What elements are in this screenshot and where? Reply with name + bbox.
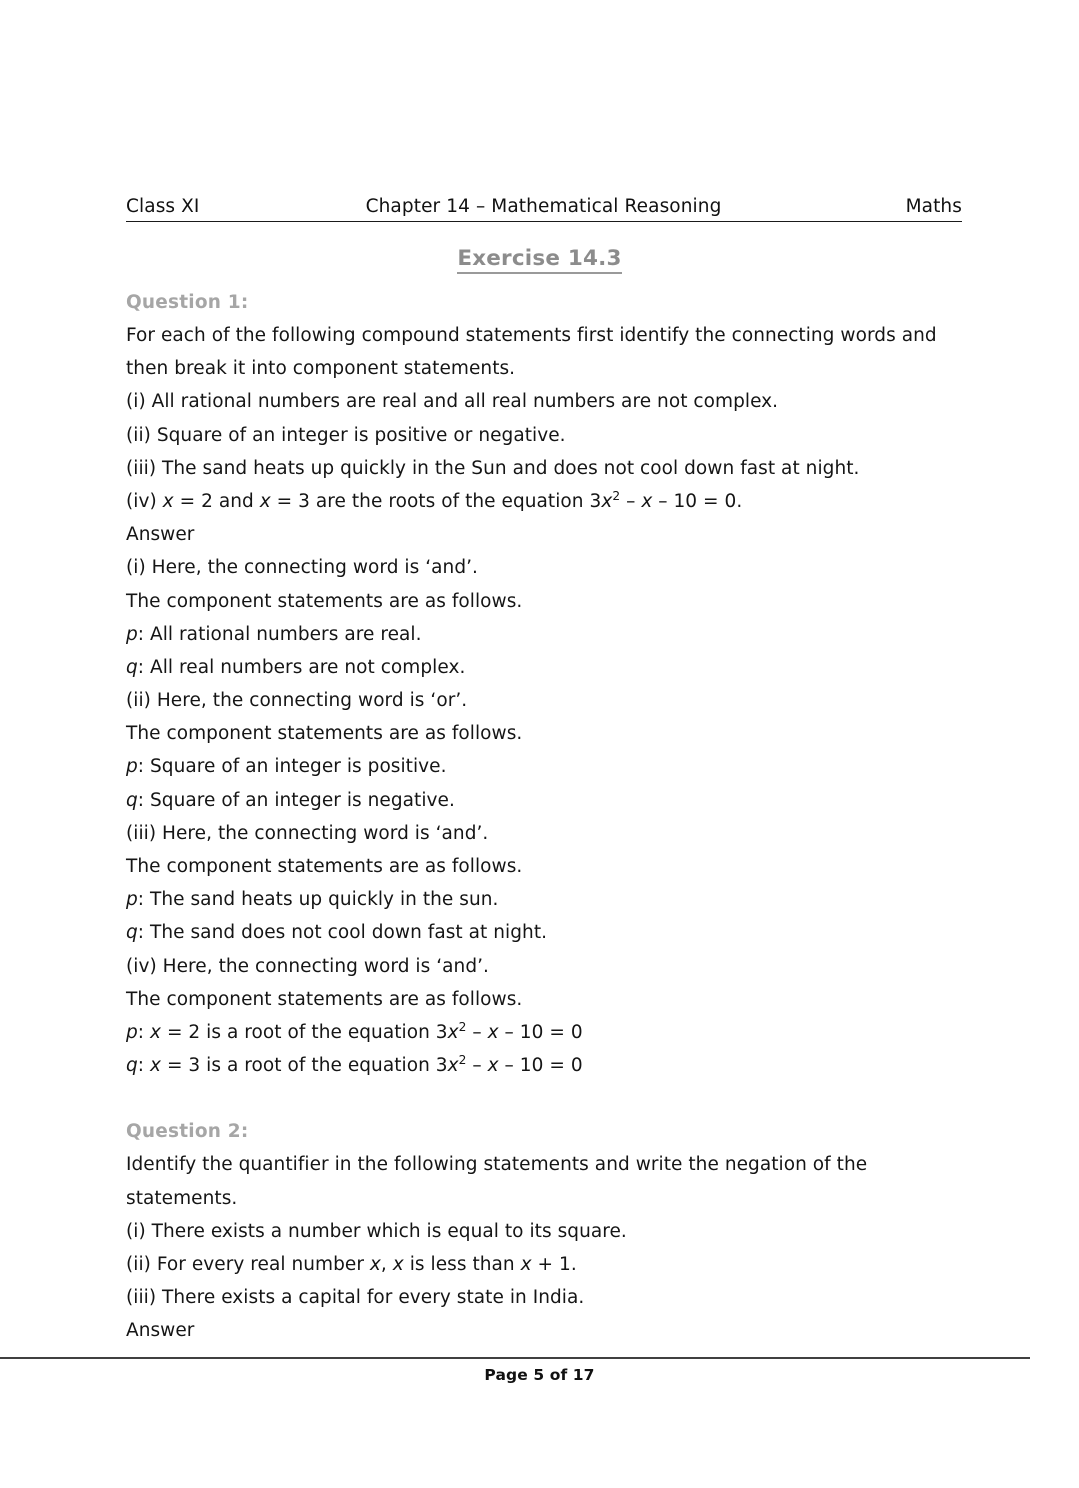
item-iv-mid-1: = 2 and — [173, 490, 260, 512]
answer-part-i-p — [126, 618, 966, 651]
item-iv-prefix: (iv) — [126, 490, 163, 512]
question-1-item-i: (i) All rational numbers are real and all real numbers are not complex. — [126, 391, 779, 413]
answer-part-iii-component: The component statements are as follows. — [126, 856, 523, 877]
equation-p-dash: – — [466, 1021, 488, 1043]
item-iv-end: – 10 = 0. — [652, 490, 743, 512]
statement-q-label: q — [126, 922, 138, 944]
header-class-label: Class XI — [126, 196, 200, 217]
question-1-item-ii: (ii) Square of an integer is positive or negative. — [126, 424, 566, 446]
statement-q-label: q — [126, 656, 138, 678]
statement-q-text: : Square of an integer is negative. — [137, 789, 455, 811]
question-1-prompt-line-2: then break it into component statements. — [126, 358, 516, 380]
question-2-item-ii — [126, 1248, 966, 1281]
item-iv-var-2: x — [259, 490, 271, 512]
section-spacer — [126, 1082, 966, 1115]
statement-q-label: q — [126, 1055, 138, 1077]
answer-part-iv-q-equation — [126, 1049, 966, 1082]
equation-p-exponent: 2 — [458, 1019, 467, 1034]
question-1-item-iv — [126, 485, 966, 518]
statement-p-label: p — [126, 623, 138, 645]
answer-part-iv-p-equation — [126, 1016, 966, 1049]
statement-q-text: : The sand does not cool down fast at night. — [137, 922, 548, 944]
item-iv-var-1: x — [162, 490, 174, 512]
statement-q-label: q — [126, 789, 138, 811]
footer-rule — [0, 1357, 1030, 1359]
equation-q-end: – 10 = 0 — [498, 1055, 583, 1077]
footer-page-number: Page 5 of 17 — [484, 1366, 595, 1384]
answer-part-ii-q — [126, 784, 966, 817]
equation-p-var-3: x — [487, 1021, 499, 1043]
item-ii-mid-1: , — [380, 1253, 393, 1275]
answer-part-iv-component: The component statements are as follows. — [126, 988, 523, 1010]
question-1-item-iii: (iii) The sand heats up quickly in the Sun and does not cool down fast at night. — [126, 457, 860, 479]
item-iv-var-3: x — [601, 490, 613, 512]
item-ii-var-1: x — [369, 1253, 381, 1275]
equation-q-var-2: x — [447, 1055, 459, 1077]
question-1-heading: Question 1: — [126, 292, 249, 313]
question-1-answer-label: Answer — [126, 524, 195, 546]
statement-p-text: : All rational numbers are real. — [137, 623, 422, 645]
question-2-prompt-line-2: statements. — [126, 1187, 238, 1209]
document-body — [126, 286, 966, 1347]
question-2-heading: Question 2: — [126, 1121, 249, 1143]
answer-part-i-q — [126, 651, 966, 684]
equation-p-sep: : — [137, 1021, 151, 1043]
item-ii-var-2: x — [392, 1253, 404, 1275]
equation-p-mid: = 2 is a root of the equation 3 — [161, 1021, 448, 1043]
item-ii-mid-2: is less than — [403, 1253, 521, 1275]
header-chapter-title: Chapter 14 – Mathematical Reasoning — [365, 196, 722, 217]
question-2-item-iii: (iii) There exists a capital for every state in India. — [126, 1287, 585, 1309]
item-ii-end: + 1. — [531, 1253, 577, 1275]
answer-part-ii-p — [126, 750, 966, 783]
equation-q-var-3: x — [487, 1055, 499, 1077]
exercise-title-text: Exercise 14.3 — [457, 246, 621, 274]
answer-part-i-connector: (i) Here, the connecting word is ‘and’. — [126, 557, 478, 579]
item-ii-prefix: (ii) For every real number — [126, 1253, 370, 1275]
statement-p-label: p — [126, 1021, 138, 1043]
equation-p-end: – 10 = 0 — [498, 1021, 583, 1043]
equation-p-var-2: x — [447, 1021, 459, 1043]
question-1-prompt-line-1: For each of the following compound statements first identify the connecting words and — [126, 325, 937, 346]
statement-p-label: p — [126, 889, 138, 911]
statement-p-text: : Square of an integer is positive. — [137, 756, 447, 778]
answer-part-ii-component: The component statements are as follows. — [126, 723, 523, 745]
question-2-answer-label: Answer — [126, 1320, 195, 1342]
statement-q-text: : All real numbers are not complex. — [137, 656, 466, 678]
equation-q-sep: : — [137, 1055, 151, 1077]
item-iv-mid-2: = 3 are the roots of the equation 3 — [270, 490, 602, 512]
document-header — [126, 196, 962, 222]
item-ii-var-3: x — [520, 1253, 532, 1275]
equation-q-exponent: 2 — [458, 1052, 467, 1067]
question-2-item-i: (i) There exists a number which is equal to its square. — [126, 1220, 627, 1242]
answer-part-ii-connector: (ii) Here, the connecting word is ‘or’. — [126, 690, 468, 712]
question-2-prompt-line-1: Identify the quantifier in the following statements and write the negation of the — [126, 1154, 868, 1176]
answer-part-iv-connector: (iv) Here, the connecting word is ‘and’. — [126, 955, 489, 977]
item-iv-var-4: x — [641, 490, 653, 512]
item-iv-exponent: 2 — [612, 488, 621, 503]
statement-p-label: p — [126, 756, 138, 778]
header-subject-label: Maths — [905, 196, 962, 217]
equation-q-var-1: x — [150, 1055, 162, 1077]
answer-part-iii-p — [126, 883, 966, 916]
answer-part-iii-q — [126, 916, 966, 949]
exercise-title — [0, 246, 1079, 271]
equation-q-mid: = 3 is a root of the equation 3 — [161, 1055, 448, 1077]
equation-p-var-1: x — [150, 1021, 162, 1043]
statement-p-text: : The sand heats up quickly in the sun. — [137, 889, 499, 911]
item-iv-dash-1: – — [620, 490, 642, 512]
answer-part-i-component: The component statements are as follows. — [126, 590, 523, 612]
answer-part-iii-connector: (iii) Here, the connecting word is ‘and’. — [126, 822, 489, 844]
equation-q-dash: – — [466, 1055, 488, 1077]
